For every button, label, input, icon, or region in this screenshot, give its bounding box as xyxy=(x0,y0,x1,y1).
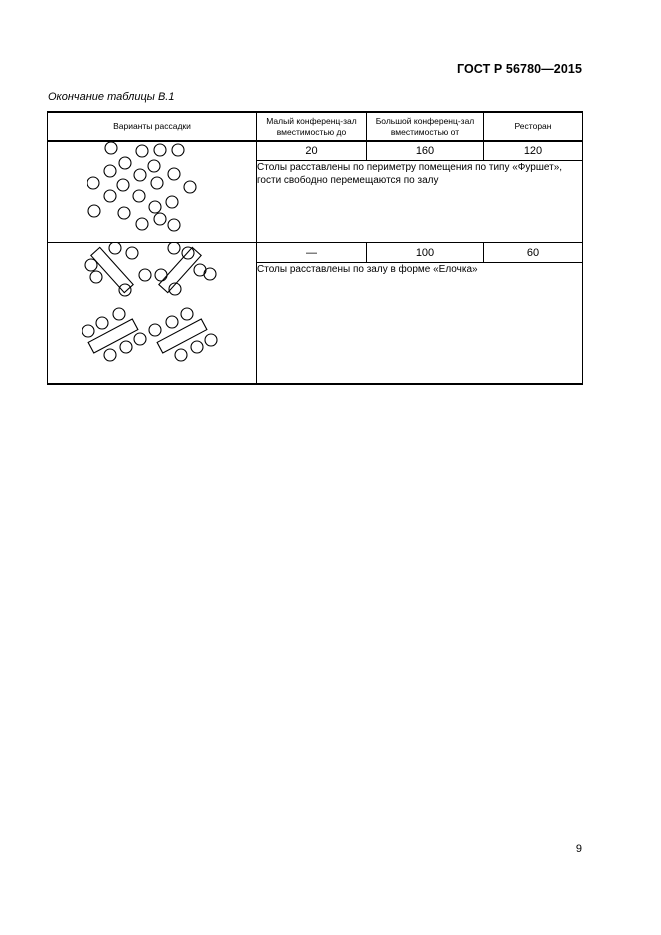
page-number: 9 xyxy=(575,843,582,855)
seating-table xyxy=(47,111,583,385)
layout-cell xyxy=(48,243,257,385)
column-header-large-hall: Большой конференц-зал вместимостью от xyxy=(367,112,484,141)
buffet-scattered-round-tables-icon xyxy=(87,142,217,242)
layout-description: Столы расставлены по периметру помещения по типу «Фуршет», гости свободно перемещаются по залу xyxy=(257,161,583,243)
large-hall-capacity: 160 xyxy=(367,141,484,161)
small-hall-capacity: 20 xyxy=(257,141,367,161)
document-code: ГОСТ Р 56780—2015 xyxy=(456,62,582,76)
restaurant-capacity: 120 xyxy=(484,141,583,161)
column-header-layout: Варианты рассадки xyxy=(48,112,257,141)
table-header-row xyxy=(48,112,583,141)
table-row xyxy=(48,141,583,161)
layout-cell xyxy=(48,141,257,243)
layout-description: Столы расставлены по залу в форме «Елочка» xyxy=(257,263,583,384)
table-caption: Окончание таблицы В.1 xyxy=(48,91,175,103)
restaurant-capacity: 60 xyxy=(484,243,583,263)
column-header-restaurant: Ресторан xyxy=(484,112,583,141)
table-row xyxy=(48,243,583,263)
large-hall-capacity: 100 xyxy=(367,243,484,263)
column-header-small-hall: Малый конференц-зал вместимостью до xyxy=(257,112,367,141)
small-hall-capacity: — xyxy=(257,243,367,263)
herringbone-tables-icon xyxy=(82,243,222,383)
